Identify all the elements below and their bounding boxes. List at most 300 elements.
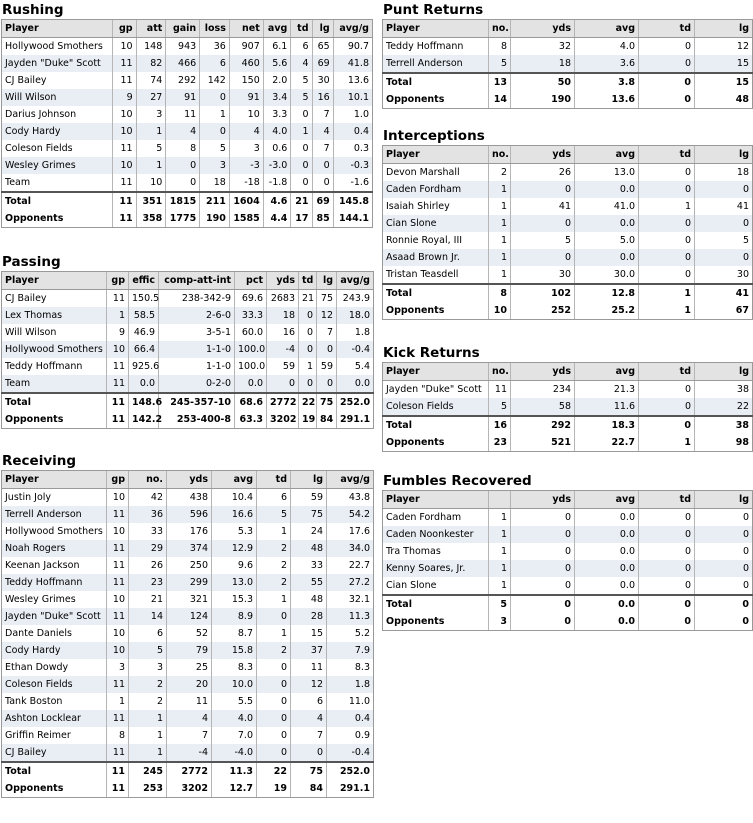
stat-cell: 3	[229, 140, 263, 157]
stat-cell: -0.3	[333, 157, 372, 174]
stat-cell: 0.0	[575, 249, 639, 266]
player-name-cell: Cian Slone	[386, 580, 437, 591]
column-header: avg	[212, 471, 257, 489]
total-cell: 358	[136, 210, 166, 228]
total-label: Total	[383, 416, 489, 434]
column-header: yds	[511, 146, 575, 164]
stat-cell: 0	[511, 577, 575, 595]
stat-cell: 11.3	[327, 608, 374, 625]
stat-cell: 0.0	[575, 215, 639, 232]
total-cell: 84	[317, 411, 337, 429]
table-row	[2, 625, 374, 642]
column-header: avg/g	[337, 272, 374, 290]
player-name-cell: Keenan Jackson	[5, 560, 80, 571]
stat-cell: 82	[136, 55, 166, 72]
column-header: Player	[383, 363, 489, 381]
total-cell: 98	[695, 434, 753, 452]
stat-cell: 1	[489, 266, 511, 284]
stat-cell: 0	[639, 381, 695, 399]
total-label: Total	[383, 595, 489, 613]
stat-cell: 0	[299, 341, 317, 358]
stat-cell: 3	[200, 157, 230, 174]
total-cell: 4.4	[263, 210, 291, 228]
stat-cell: 1	[257, 591, 291, 608]
player-name-cell: Team	[5, 177, 31, 188]
stat-cell: 0	[511, 560, 575, 577]
stat-cell: 124	[167, 608, 212, 625]
stat-cell: 27	[136, 89, 166, 106]
total-cell: 292	[511, 416, 575, 434]
column-header: Player	[2, 20, 113, 38]
player-name-cell: Will Wilson	[2, 89, 113, 106]
stat-cell: 22.7	[327, 557, 374, 574]
stat-cell: 59	[317, 358, 337, 375]
stat-cell: 142	[200, 72, 230, 89]
total-cell: 85	[312, 210, 333, 228]
column-header: td	[639, 20, 695, 38]
stat-cell: 0	[511, 543, 575, 560]
total-cell: 211	[200, 192, 230, 210]
player-name-cell: Kenny Soares, Jr.	[383, 560, 489, 577]
player-name-cell: Ashton Locklear	[2, 710, 107, 727]
total-row	[383, 416, 753, 434]
passing-title: Passing	[2, 254, 61, 270]
stat-cell: 1	[257, 523, 291, 540]
player-name-cell: Asaad Brown Jr.	[383, 249, 489, 266]
player-name-cell: Wesley Grimes	[2, 157, 113, 174]
total-cell: 1585	[229, 210, 263, 228]
stat-cell: 100.0	[235, 341, 267, 358]
stat-cell: 11	[167, 693, 212, 710]
stat-cell: 460	[229, 55, 263, 72]
stat-cell: 30	[511, 266, 575, 284]
stat-cell: 33	[129, 523, 167, 540]
table-row	[2, 557, 374, 574]
stat-cell: 91	[166, 89, 200, 106]
stat-cell: 0	[695, 560, 753, 577]
stat-cell: 1-1-0	[159, 341, 235, 358]
stat-cell: 4	[291, 710, 327, 727]
stat-cell: 374	[167, 540, 212, 557]
player-name-cell: Dante Daniels	[5, 628, 72, 639]
stat-cell: 27.2	[327, 574, 374, 591]
total-cell: 351	[136, 192, 166, 210]
stat-cell: 29	[129, 540, 167, 557]
stat-cell: 12.9	[212, 540, 257, 557]
stat-cell: 11	[107, 375, 129, 393]
stat-cell: 0	[291, 744, 327, 762]
column-header: lg	[695, 20, 753, 38]
total-cell: 18.3	[575, 416, 639, 434]
stat-cell: 6	[200, 55, 230, 72]
stat-cell: 5.2	[327, 625, 374, 642]
stat-cell: 176	[167, 523, 212, 540]
stat-cell: 18	[267, 307, 299, 324]
total-cell: 13.6	[575, 91, 639, 109]
total-label: Opponents	[383, 434, 489, 452]
player-name-cell: Ronnie Royal, III	[386, 235, 463, 246]
stat-cell: 0	[257, 659, 291, 676]
table-row	[383, 215, 753, 232]
header-row	[383, 146, 753, 164]
player-name-cell: Devon Marshall	[386, 167, 460, 178]
total-cell: 253	[129, 780, 167, 798]
total-cell: 1	[639, 284, 695, 302]
stat-cell: 4	[166, 123, 200, 140]
stat-cell: 0	[639, 577, 695, 595]
stat-cell: 438	[167, 489, 212, 507]
interceptions-section	[382, 127, 753, 320]
player-name-cell: CJ Bailey	[5, 293, 47, 304]
stat-cell: 69.6	[235, 290, 267, 308]
stat-cell: 10	[107, 625, 129, 642]
header-row	[2, 20, 373, 38]
stat-cell: 7.9	[327, 642, 374, 659]
total-cell: 22.7	[575, 434, 639, 452]
table-row	[2, 123, 373, 140]
stat-cell: 0	[511, 181, 575, 198]
header-row	[383, 363, 753, 381]
total-cell: 1815	[166, 192, 200, 210]
stat-cell: 1	[489, 526, 511, 543]
total-cell: 68.6	[235, 393, 267, 411]
total-row	[2, 762, 374, 780]
stat-cell: 4.0	[212, 710, 257, 727]
total-cell: 252.0	[327, 762, 374, 780]
stat-cell: 0.0	[575, 560, 639, 577]
stat-cell: 0	[317, 375, 337, 393]
total-row	[2, 393, 374, 411]
stat-cell: 8	[489, 38, 511, 56]
player-name-cell: Griffin Reimer	[5, 730, 71, 741]
punt-returns-table	[382, 19, 753, 109]
stat-cell: 0.9	[327, 727, 374, 744]
total-cell: 291.1	[327, 780, 374, 798]
stat-cell: 41	[695, 198, 753, 215]
stat-cell: 18.0	[337, 307, 374, 324]
receiving-section	[1, 452, 374, 798]
player-name-cell: Coleson Fields	[383, 398, 489, 416]
stat-cell: 2683	[267, 290, 299, 308]
total-row	[2, 192, 373, 210]
total-cell: 2772	[267, 393, 299, 411]
stat-cell: 0	[257, 676, 291, 693]
column-header: Player	[2, 272, 107, 290]
stat-cell: 0	[695, 249, 753, 266]
stat-cell: 1	[489, 232, 511, 249]
kick-returns-section	[382, 344, 753, 452]
player-name-cell: Jayden "Duke" Scott	[386, 384, 482, 395]
stat-cell: 1	[129, 744, 167, 762]
stat-cell: 33.3	[235, 307, 267, 324]
total-cell: 3202	[167, 780, 212, 798]
rushing-section	[1, 1, 373, 228]
stat-cell: 0.0	[575, 526, 639, 543]
total-cell: 0	[639, 613, 695, 631]
stat-cell: 1	[489, 509, 511, 527]
kick-returns-table	[382, 362, 753, 452]
total-cell: 11	[113, 210, 136, 228]
total-cell: 14	[489, 91, 511, 109]
table-row	[2, 744, 374, 762]
table-row	[2, 38, 373, 56]
total-cell: 11	[107, 780, 129, 798]
total-cell: 13	[489, 73, 511, 91]
total-cell: 144.1	[333, 210, 372, 228]
stat-cell: 58.5	[129, 307, 159, 324]
stat-cell: 13.0	[212, 574, 257, 591]
column-header: no.	[129, 471, 167, 489]
total-label: Total	[383, 73, 489, 91]
stat-cell: 5	[291, 89, 312, 106]
column-header: att	[136, 20, 166, 38]
column-header: Player	[2, 471, 107, 489]
fumbles-recovered-title: Fumbles Recovered	[383, 473, 532, 489]
stat-cell: 0.0	[575, 577, 639, 595]
total-label: Total	[2, 192, 113, 210]
stat-cell: 18	[511, 55, 575, 73]
stat-cell: 8	[107, 727, 129, 744]
stat-cell: 0	[511, 526, 575, 543]
stat-cell: 1	[489, 577, 511, 595]
player-name-cell: Isaiah Shirley	[386, 201, 450, 212]
total-cell: 16	[489, 416, 511, 434]
stat-cell: 11	[113, 72, 136, 89]
stat-cell: 10	[113, 157, 136, 174]
column-header: yds	[511, 363, 575, 381]
table-row	[2, 489, 374, 507]
table-row	[2, 375, 374, 393]
stat-cell: 12	[291, 676, 327, 693]
stat-cell: -4.0	[212, 744, 257, 762]
stat-cell: 292	[166, 72, 200, 89]
stat-cell: 10	[229, 106, 263, 123]
table-row	[2, 89, 373, 106]
stat-cell: 8.3	[327, 659, 374, 676]
column-header: pct	[235, 272, 267, 290]
total-cell: 11	[107, 411, 129, 429]
interceptions-title: Interceptions	[383, 128, 485, 144]
stat-cell: 0-2-0	[159, 375, 235, 393]
opponents-row	[383, 613, 753, 631]
stat-cell: 46.9	[129, 324, 159, 341]
stat-cell: 10	[107, 489, 129, 507]
table-row	[2, 540, 374, 557]
table-row	[383, 198, 753, 215]
rushing-table	[1, 19, 373, 228]
player-name-cell: Jayden "Duke" Scott	[2, 608, 107, 625]
player-name-cell: Teddy Hoffmann	[386, 41, 464, 52]
stat-cell: 33	[291, 557, 327, 574]
stat-cell: 7	[312, 106, 333, 123]
stat-cell: 1	[299, 358, 317, 375]
stat-cell: 0	[317, 341, 337, 358]
header-row	[383, 20, 753, 38]
total-cell: 0	[639, 91, 695, 109]
table-row	[2, 307, 374, 324]
stat-cell: 10	[107, 341, 129, 358]
stat-cell: 5.5	[212, 693, 257, 710]
total-cell: 22	[299, 393, 317, 411]
column-header: yds	[511, 20, 575, 38]
total-row	[383, 284, 753, 302]
stat-cell: 3.4	[263, 89, 291, 106]
stat-cell: 6.1	[263, 38, 291, 56]
stat-cell: 12	[695, 38, 753, 56]
stat-cell: 7	[291, 727, 327, 744]
stat-cell: 0.0	[575, 181, 639, 198]
stat-cell: 0	[511, 215, 575, 232]
stat-cell: 17.6	[327, 523, 374, 540]
stat-cell: 0	[639, 526, 695, 543]
stat-cell: 38	[695, 381, 753, 399]
stat-cell: 59	[291, 489, 327, 507]
player-name-cell: CJ Bailey	[2, 744, 107, 762]
stat-cell: 10.4	[212, 489, 257, 507]
column-header: lg	[312, 20, 333, 38]
column-header: no.	[489, 363, 511, 381]
stat-cell: 28	[291, 608, 327, 625]
stat-cell: 0.4	[327, 710, 374, 727]
total-cell: 0	[695, 595, 753, 613]
stat-cell: 1	[489, 560, 511, 577]
stat-cell: 5	[257, 506, 291, 523]
table-row	[2, 358, 374, 375]
total-cell: 75	[317, 393, 337, 411]
stat-cell: 55	[291, 574, 327, 591]
stat-cell: 32.1	[327, 591, 374, 608]
stat-cell: 466	[166, 55, 200, 72]
stat-cell: 150	[229, 72, 263, 89]
stat-cell: 10	[113, 106, 136, 123]
stat-cell: 2	[257, 574, 291, 591]
column-header: td	[291, 20, 312, 38]
player-name-cell: Coleson Fields	[2, 676, 107, 693]
total-cell: 0	[639, 595, 695, 613]
column-header: lg	[317, 272, 337, 290]
stat-cell: 36	[200, 38, 230, 56]
total-cell: 252.0	[337, 393, 374, 411]
total-label: Total	[2, 762, 107, 780]
stat-cell: 9	[113, 89, 136, 106]
total-cell: 63.3	[235, 411, 267, 429]
total-cell: 0	[511, 613, 575, 631]
stat-cell: 5	[511, 232, 575, 249]
stat-cell: 0	[639, 249, 695, 266]
table-row	[2, 341, 374, 358]
stat-cell: 7	[167, 727, 212, 744]
stat-cell: 0.0	[337, 375, 374, 393]
column-header: gp	[113, 20, 136, 38]
table-row	[2, 174, 373, 192]
stat-cell: 11.6	[575, 398, 639, 416]
stat-cell: 30	[695, 266, 753, 284]
total-cell: 521	[511, 434, 575, 452]
stat-cell: 2-6-0	[159, 307, 235, 324]
table-row	[383, 577, 753, 595]
stat-cell: 11	[107, 506, 129, 523]
column-header: avg/g	[333, 20, 372, 38]
stat-cell: 0	[639, 55, 695, 73]
stat-cell: 8.3	[212, 659, 257, 676]
stat-cell: 2	[129, 676, 167, 693]
stat-cell: -0.4	[337, 341, 374, 358]
total-cell: 291.1	[337, 411, 374, 429]
player-name-cell: Tra Thomas	[386, 546, 441, 557]
stat-cell: 43.8	[327, 489, 374, 507]
stat-cell: 1-1-0	[159, 358, 235, 375]
stat-cell: 0	[257, 744, 291, 762]
column-header: yds	[167, 471, 212, 489]
column-header: td	[299, 272, 317, 290]
kick-returns-title: Kick Returns	[383, 345, 480, 361]
stat-cell: 1	[136, 157, 166, 174]
total-cell: 41	[695, 284, 753, 302]
player-name-cell: Will Wilson	[5, 327, 57, 338]
table-row	[2, 574, 374, 591]
stat-cell: 6	[129, 625, 167, 642]
stat-cell: 20	[167, 676, 212, 693]
total-cell: 102	[511, 284, 575, 302]
table-row	[2, 591, 374, 608]
stat-cell: 1	[129, 727, 167, 744]
stat-cell: 148	[136, 38, 166, 56]
total-cell: 0.0	[575, 595, 639, 613]
column-header: avg	[575, 491, 639, 509]
player-name-cell: Ethan Dowdy	[5, 662, 69, 673]
total-cell: 25.2	[575, 302, 639, 320]
total-cell: 145.8	[333, 192, 372, 210]
stat-cell: -3.0	[263, 157, 291, 174]
table-row	[383, 398, 753, 416]
stat-cell: 26	[129, 557, 167, 574]
stat-cell: 5	[489, 55, 511, 73]
stat-cell: 6	[291, 38, 312, 56]
stat-cell: 0	[291, 157, 312, 174]
stat-cell: 1	[200, 106, 230, 123]
stat-cell: 0	[695, 215, 753, 232]
stat-cell: -4	[167, 744, 212, 762]
stat-cell: 0.0	[575, 509, 639, 527]
stat-cell: 10	[113, 38, 136, 56]
total-cell: 148.6	[129, 393, 159, 411]
stat-cell: 1.8	[337, 324, 374, 341]
total-cell: 5	[489, 595, 511, 613]
stat-cell: 66.4	[129, 341, 159, 358]
stat-cell: 596	[167, 506, 212, 523]
player-name-cell: Hollywood Smothers	[5, 41, 103, 52]
total-cell: 11.3	[212, 762, 257, 780]
stat-cell: 0	[257, 727, 291, 744]
stat-cell: 10	[107, 591, 129, 608]
stat-cell: 0	[639, 215, 695, 232]
stat-cell: 60.0	[235, 324, 267, 341]
player-name-cell: Team	[2, 375, 107, 393]
table-row	[2, 710, 374, 727]
stat-cell: 0	[639, 509, 695, 527]
stat-cell: 1.8	[327, 676, 374, 693]
header-row	[2, 272, 374, 290]
total-label: Opponents	[2, 411, 107, 429]
stat-cell: 11	[113, 174, 136, 192]
stat-cell: 36	[129, 506, 167, 523]
total-cell: 12.7	[212, 780, 257, 798]
stat-cell: 10	[113, 123, 136, 140]
total-cell: 0.0	[575, 613, 639, 631]
stat-cell: 1	[639, 198, 695, 215]
stat-cell: 5	[136, 140, 166, 157]
stat-cell: 0	[166, 174, 200, 192]
